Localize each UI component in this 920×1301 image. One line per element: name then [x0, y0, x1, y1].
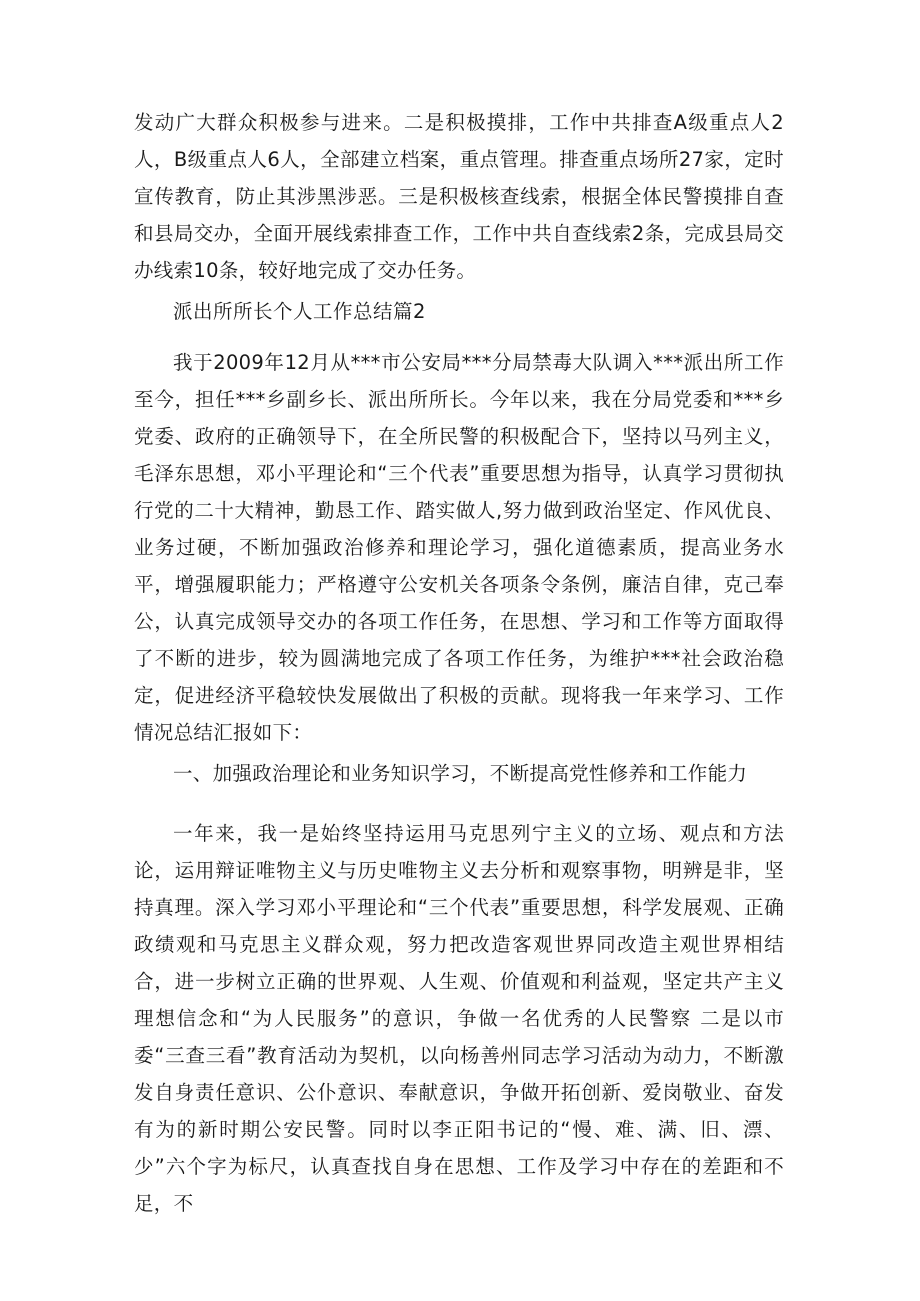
- paragraph-study: 一年来，我一是始终坚持运用马克思列宁主义的立场、观点和方法论，运用辩证唯物主义与历史唯物主义去分析和观察事物，明辨是非，坚持真理。深入学习邓小平理论和“三个代表”重要思想，科学发展观、正确政绩观和马克思主义群众观，努力把改造客观世界同改造主观世界相结合，进一步树立正确的世界观、人生观、价值观和利益观，坚定共产主义理想信念和“为人民服务”的意识，争做一名优秀的人民警察 二是以市委“三查三看”教育活动为契机，以向杨善州同志学习活动为动力，不断激发自身责任意识、公仆意识、奉献意识，争做开拓创新、爱岗敬业、奋发有为的新时期公安民警。同时以李正阳书记的“慢、难、满、旧、漂、少”六个字为标尺，认真查找自身在思想、工作及学习中存在的差距和不足，不: [134, 822, 784, 1215]
- paragraph-continued: 发动广大群众积极参与进来。二是积极摸排，工作中共排查A级重点人2人，B级重点人6人，全部建立档案，重点管理。排查重点场所27家，定时宣传教育，防止其涉黑涉恶。三是积极核查线索，根据全体民警摸排自查和县局交办，全面开展线索排查工作，工作中共自查线索2条，完成县局交办线索10条，较好地完成了交办任务。: [134, 111, 784, 282]
- paragraph-intro: 我于2009年12月从***市公安局***分局禁毒大队调入***派出所工作至今，担任***乡副乡长、派出所所长。今年以来，我在分局党委和***乡党委、政府的正确领导下，在全所民警的积极配合下，坚持以马列主义，毛泽东思想，邓小平理论和“三个代表”重要思想为指导，认真学习贯彻执行党的二十大精神，勤恳工作、踏实做人,努力做到政治坚定、作风优良、业务过硬，不断加强政治修养和理论学习，强化道德素质，提高业务水平，增强履职能力；严格遵守公安机关各项条令条例，廉洁自律，克己奉公，认真完成领导交办的各项工作任务，在思想、学习和工作等方面取得了不断的进步，较为圆满地完成了各项工作任务，为维护***社会政治稳定，促进经济平稳较快发展做出了积极的贡献。现将我一年来学习、工作情况总结汇报如下：: [134, 351, 784, 744]
- section-heading-1: 一、加强政治理论和业务知识学习，不断提高党性修养和工作能力: [173, 762, 748, 785]
- section-title: 派出所所长个人工作总结篇2: [173, 300, 426, 323]
